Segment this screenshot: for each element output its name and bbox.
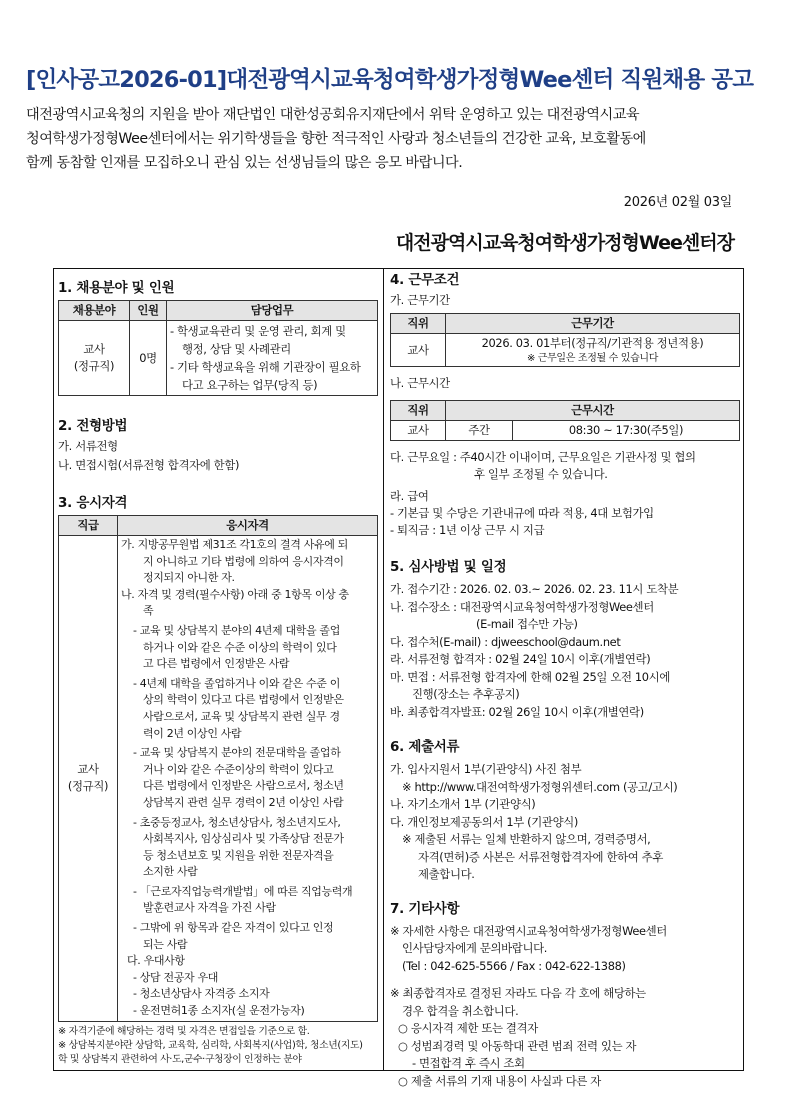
note-line: ※ 상담복지분야란 상담학, 교육학, 심리학, 사회복지(사업)학, 청소년(지도) (58, 1039, 363, 1051)
th-duty: 담당업무 (167, 301, 378, 321)
misc-item: 인사담당자에게 문의바랍니다. (402, 941, 548, 955)
page-title: [인사공고2026-01]대전광역시교육청여학생가정형Wee센터 직원채용 공고 (26, 67, 754, 93)
misc-item: ○ 응시자격 제한 또는 결격자 (398, 1021, 538, 1035)
th-qualification: 응시자격 (118, 516, 378, 536)
duty-line: 다고 요구하는 업무(당직 등) (182, 378, 318, 392)
qualification-content (118, 536, 378, 1022)
misc-item: (Tel : 042-625-5566 / Fax : 042-622-1388) (402, 958, 626, 973)
qual-line: 력이 2년 이상인 사람 (143, 726, 242, 740)
qual-line: 족 (143, 604, 154, 618)
qual-line: - 「근로자직업능력개발법」에 따른 직업능력개 (133, 884, 353, 898)
qual-line: 발훈련교사 자격을 가진 사람 (143, 901, 276, 915)
recruit-count: 0명 (130, 321, 167, 396)
method-item: 나. 면접시험(서류전형 합격자에 한함) (58, 458, 240, 472)
section-heading-4: 4. 근무조건 (390, 272, 460, 288)
work-days-line: 후 일부 조정될 수 있습니다. (474, 467, 608, 481)
recruit-field (59, 321, 130, 396)
document-item: 가. 입사지원서 1부(기관양식) 사진 첨부 (390, 762, 582, 776)
document-item: 다. 개인정보제공동의서 1부 (기관양식) (390, 814, 578, 829)
document-item: ※ 제출된 서류는 일체 반환하지 않으며, 경력증명서, (402, 832, 651, 846)
misc-item: 경우 합격을 취소합니다. (402, 1003, 519, 1018)
section-heading-6: 6. 제출서류 (390, 739, 460, 755)
misc-list (390, 923, 740, 1091)
schedule-item: 나. 접수장소 : 대전광역시교육청여학생가정형Wee센터 (390, 599, 654, 614)
duty-line: - 기타 학생교육을 위해 기관장이 필요하 (170, 360, 361, 374)
section-heading-1: 1. 채용분야 및 인원 (58, 280, 175, 296)
intro-paragraph (26, 103, 770, 175)
left-column (58, 270, 378, 1067)
announcement-date: 2026년 02월 03일 (623, 195, 732, 210)
qual-line: 지 아니하고 기타 법령에 의하여 응시자격이 (143, 554, 344, 568)
section-heading-2: 2. 전형방법 (58, 418, 128, 434)
qual-line: 가. 지방공무원법 제31조 각1호의 결격 사유에 되 (121, 538, 348, 551)
th-hours: 근무시간 (446, 401, 740, 421)
work-days-line: 다. 근무요일 : 주40시간 이내이며, 근무요일은 기관사정 및 협의 (390, 450, 696, 464)
qual-line: 사람으로서, 교육 및 상담복지 관련 실무 경 (143, 709, 340, 723)
schedule-item: (E-mail 접수만 가능) (476, 617, 578, 631)
preference-heading: 다. 우대사항 (127, 954, 185, 968)
period-text: 2026. 03. 01부터(정규직/기관적용 정년적용) (481, 336, 704, 350)
documents-list (390, 761, 740, 884)
qual-line: 되는 사람 (143, 937, 188, 951)
field-type: (정규직) (73, 359, 115, 373)
intro-line: 함께 동참할 인재를 모집하오니 관심 있는 선생님들의 많은 응모 바랍니다. (26, 155, 463, 171)
qual-line: 나. 자격 및 경력(필수사항) 아래 중 1항목 이상 충 (121, 587, 349, 601)
schedule-item: 라. 서류전형 합격자 : 02월 24일 10시 이후(개별연락) (390, 652, 651, 666)
column-divider (383, 268, 384, 1071)
hours-time: 08:30 ~ 17:30(주5일) (513, 421, 740, 441)
qualification-grade (59, 536, 118, 1022)
misc-item: - 면접합격 후 즉시 조회 (412, 1056, 525, 1070)
schedule-item: 진행(장소는 추후공지) (412, 687, 520, 701)
salary-item: - 기본급 및 수당은 기관내규에 따라 적용, 4대 보험가입 (390, 506, 654, 520)
th-count: 인원 (130, 301, 167, 321)
recruit-table (58, 300, 378, 396)
qual-line: - 4년제 대학을 졸업하거나 이와 같은 수준 이 (133, 676, 340, 690)
qual-line: 하거나 이와 같은 수준 이상의 학력이 있다 (143, 640, 337, 654)
qual-line: 고 다른 법령에서 인정받은 사람 (143, 657, 290, 671)
qual-line: - 초중등정교사, 청소년상담사, 청소년지도사, (133, 815, 341, 829)
duty-line: 행정, 상담 및 사례관리 (182, 342, 291, 356)
th-position: 직위 (391, 401, 446, 421)
qual-line: 상의 학력이 있다고 다른 법령에서 인정받은 (143, 693, 344, 707)
right-column (390, 270, 740, 1090)
qualification-notes (58, 1025, 378, 1067)
section-heading-3: 3. 응시자격 (58, 495, 128, 511)
qual-line: 사회복지사, 임상심리사 및 가족상담 전문가 (143, 832, 344, 846)
schedule-item: 마. 면접 : 서류전형 합격자에 한해 02월 25일 오전 10시에 (390, 669, 670, 684)
qual-line: 등 청소년보호 및 지원을 위한 전문자격을 (143, 848, 334, 862)
section-heading-7: 7. 기타사항 (390, 900, 460, 917)
document-item: 나. 자기소개서 1부 (기관양식) (390, 797, 536, 811)
qual-line: 상담복지 관련 실무 경력이 2년 이상인 사람 (143, 795, 344, 809)
document-item: 자격(면허)증 사본은 서류전형합격자에 한하여 추후 (418, 849, 663, 864)
organization-signature: 대전광역시교육청여학생가정형Wee센터장 (395, 232, 734, 254)
duty-line: - 학생교육관리 및 운영 관리, 회계 및 (170, 324, 346, 338)
document-item: ※ http://www.대전여학생가정형위센터.com (공고/고시) (402, 779, 678, 794)
qual-line: - 교육 및 상담복지 분야의 전문대학을 졸업하 (133, 746, 341, 760)
field-name: 교사 (83, 342, 105, 356)
qual-line: - 교육 및 상담복지 분야의 4년제 대학을 졸업 (133, 623, 340, 637)
work-period-table (390, 313, 740, 367)
th-field: 채용분야 (59, 301, 130, 321)
intro-line: 청여학생가정형Wee센터에서는 위기학생들을 향한 적극적인 사랑과 청소년들의 건강한 교육, 보호활동에 (26, 131, 646, 147)
hours-role: 교사 (391, 421, 446, 441)
note-line: 학 및 상담복지 관련하여 사·도,군수·구청장이 인정하는 분야 (58, 1053, 302, 1065)
work-period-label: 가. 근무기간 (390, 293, 450, 307)
grade-name: 교사 (77, 762, 99, 777)
qual-line: 거나 이와 같은 수준이상의 학력이 있다고 (143, 762, 334, 776)
misc-item: ○ 성범죄경력 및 아동학대 관련 범죄 전력 있는 자 (398, 1038, 637, 1053)
period-role: 교사 (391, 334, 446, 367)
selection-method (58, 437, 378, 475)
preference-item: - 상담 전공자 우대 (133, 970, 218, 984)
misc-item: ○ 제출 서류의 기재 내용이 사실과 다른 자 (398, 1073, 601, 1088)
preference-item: - 청소년상담사 자격증 소지자 (133, 987, 270, 1001)
work-hours-label: 나. 근무시간 (390, 376, 450, 390)
qual-line: - 그밖에 위 항목과 같은 자격이 있다고 인정 (133, 921, 334, 935)
qual-line: 다른 법령에서 인정받은 사람으로서, 청소년 (143, 779, 344, 793)
intro-line: 대전광역시교육청의 지원을 받아 재단법인 대한성공회유지재단에서 위탁 운영하고 있는 대전광역시교육 (26, 107, 640, 123)
grade-type: (정규직) (67, 779, 109, 794)
schedule-item: 다. 접수처(E-mail) : djweeschool@daum.net (390, 634, 621, 649)
qual-line: 정지되지 아니한 자. (143, 571, 235, 585)
schedule-list (390, 581, 740, 721)
recruit-duties (167, 321, 378, 396)
misc-item: ※ 최종합격자로 결정된 자라도 다음 각 호에 해당하는 (390, 986, 646, 1000)
th-period: 근무기간 (446, 314, 740, 334)
schedule-item: 가. 접수기간 : 2026. 02. 03.~ 2026. 02. 23. 11시 도착분 (390, 582, 679, 596)
salary-label: 라. 급여 (390, 489, 429, 503)
method-item: 가. 서류전형 (58, 439, 118, 453)
schedule-item: 바. 최종합격자발표: 02월 26일 10시 이후(개별연락) (390, 704, 644, 719)
document-item: 제출합니다. (418, 867, 475, 881)
misc-item: ※ 자세한 사항은 대전광역시교육청여학생가정형Wee센터 (390, 923, 667, 938)
work-days (390, 449, 740, 483)
salary-item: - 퇴직금 : 1년 이상 근무 시 지급 (390, 523, 545, 537)
th-position: 직위 (391, 314, 446, 334)
period-note: ※ 근무일은 조정될 수 있습니다 (526, 353, 659, 364)
work-hours-table (390, 400, 740, 441)
period-value (446, 334, 740, 367)
hours-type: 주간 (446, 421, 513, 441)
section-heading-5: 5. 심사방법 및 일정 (390, 559, 507, 575)
th-grade: 직급 (59, 516, 118, 536)
note-line: ※ 자격기준에 해당하는 경력 및 자격은 면접일을 기준으로 함. (58, 1025, 310, 1037)
qualification-table (58, 515, 378, 1022)
preference-item: - 운전면허1종 소지자(실 운전가능자) (133, 1004, 305, 1018)
qual-line: 소지한 사람 (143, 865, 198, 879)
